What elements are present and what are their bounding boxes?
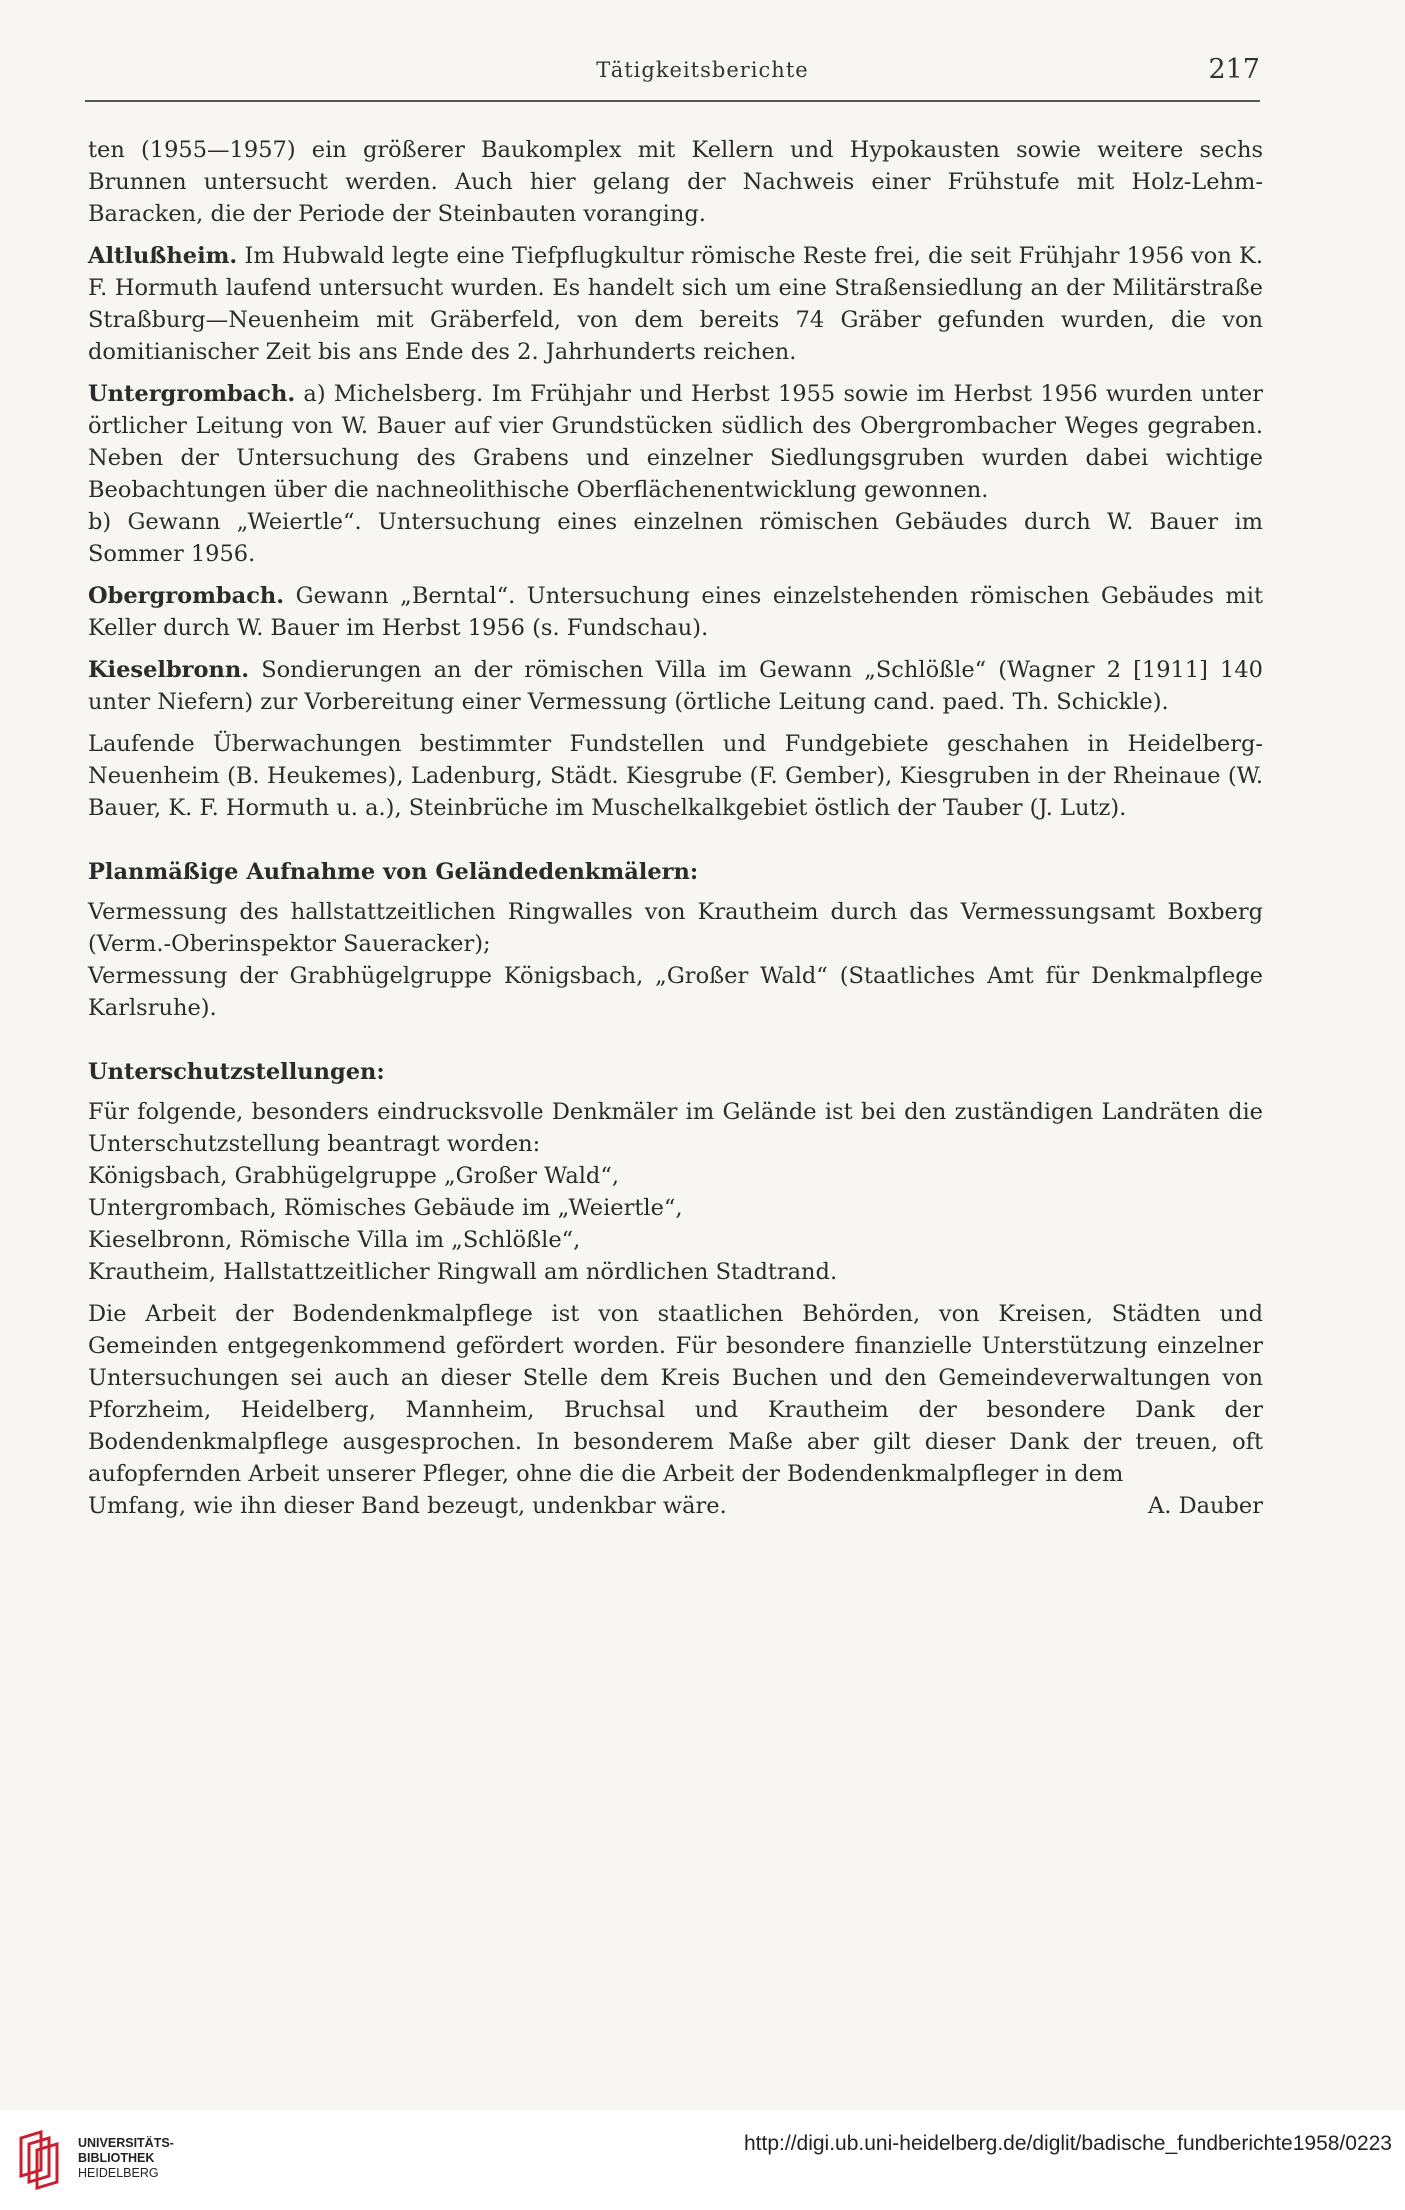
digitization-footer xyxy=(0,2110,1405,2210)
paragraph-untergrombach-b: b) Gewann „Weiertle“. Untersuchung eines einzelnen römischen Gebäudes durch W. Bauer im Sommer 1956. xyxy=(88,509,1263,567)
paragraph-text: Gewann „Berntal“. Untersuchung eines einzelstehenden römischen Gebäudes mit Keller durch W. Bauer im Herbst 1956 (s. Fundschau). xyxy=(88,583,1263,641)
closing-line xyxy=(88,1490,1263,1522)
paragraph-closing: Die Arbeit der Bodendenkmalpflege ist von staatlichen Behörden, von Kreisen, Städten und Gemeinden entgegenkommend gefördert worden. Für besondere finanzielle Unterstützung einzelner Untersuchungen sei auch an dieser Stelle dem Kreis Buchen und den Gemeindeverwaltungen von Pforzheim, Heidelberg, Mannheim, Bruchsal und Krautheim der besondere Dank der Bodendenkmalpflege ausgesprochen. In besonderem Maße aber gilt dieser Dank der treuen, oft aufopfernden Arbeit unserer Pfleger, ohne die die Arbeit der Bodendenkmalpfleger in dem xyxy=(88,1301,1263,1487)
running-title: Tätigkeitsberichte xyxy=(596,58,809,82)
author-signature: A. Dauber xyxy=(1148,1493,1263,1519)
paragraph-survey-1: Vermessung des hallstattzeitlichen Ringwalles von Krautheim durch das Vermessungsamt Boxberg (Verm.-Oberinspektor Saueracker); xyxy=(88,899,1263,957)
paragraph-text: a) Michelsberg. Im Frühjahr und Herbst 1955 sowie im Herbst 1956 wurden unter örtlicher Leitung von W. Bauer auf vier Grundstücken südlich des Obergrombacher Weges gegraben. Neben der Untersuchung des Grabens und einzelner Siedlungsgruben wurden dabei wichtige Beobachtungen über die nachneolithische Oberflächenentwicklung gewonnen. xyxy=(88,381,1263,503)
paragraph-intro: ten (1955—1957) ein größerer Baukomplex mit Kellern und Hypokausten sowie weitere sechs Brunnen untersucht werden. Auch hier gelang der Nachweis einer Frühstufe mit Holz-Lehm-Baracken, die der Periode der Steinbauten voranging. xyxy=(88,137,1263,227)
page-number: 217 xyxy=(1208,54,1260,85)
closing-text: Umfang, wie ihn dieser Band bezeugt, undenkbar wäre. xyxy=(88,1493,727,1519)
permalink-url[interactable]: http://digi.ub.uni-heidelberg.de/diglit/badische_fundberichte1958/0223 xyxy=(744,2132,1392,2155)
paragraph-obergrombach xyxy=(88,580,1263,644)
library-line-1: UNIVERSITÄTS- xyxy=(78,2136,174,2150)
paragraph-text: Im Hubwald legte eine Tiefpflugkultur römische Reste frei, die seit Frühjahr 1956 von K. F. Hormuth laufend untersucht wurden. Es handelt sich um eine Straßensiedlung an der Militärstraße Straßburg—Neuenheim mit Gräberfeld, von dem bereits 74 Gräber gefunden wurden, die von domitianischer Zeit bis ans Ende des 2. Jahrhunderts reichen. xyxy=(88,243,1263,365)
section-heading-survey: Planmäßige Aufnahme von Geländedenkmälern: xyxy=(88,859,699,885)
paragraph-text: Sondierungen an der römischen Villa im Gewann „Schlößle“ (Wagner 2 [1911] 140 unter Niefern) zur Vorbereitung einer Vermessung (örtliche Leitung cand. paed. Th. Schickle). xyxy=(88,657,1263,715)
library-name xyxy=(78,2136,174,2181)
library-line-2: BIBLIOTHEK xyxy=(78,2151,155,2165)
paragraph-survey-2: Vermessung der Grabhügelgruppe Königsbach, „Großer Wald“ (Staatliches Amt für Denkmalpflege Karlsruhe). xyxy=(88,963,1263,1021)
page-body xyxy=(88,134,1263,1522)
library-line-3: HEIDELBERG xyxy=(78,2166,159,2180)
place-heading-untergrombach: Untergrombach. xyxy=(88,381,296,407)
place-heading-altlussheim: Altlußheim. xyxy=(88,243,238,269)
header-rule xyxy=(85,100,1260,102)
list-item: Königsbach, Grabhügelgruppe „Großer Wald“, xyxy=(88,1163,619,1189)
paragraph-kieselbronn xyxy=(88,654,1263,718)
section-heading-protection: Unterschutzstellungen: xyxy=(88,1059,385,1085)
list-item: Untergrombach, Römisches Gebäude im „Weiertle“, xyxy=(88,1195,683,1221)
list-item: Kieselbronn, Römische Villa im „Schlößle“, xyxy=(88,1227,581,1253)
paragraph-altlussheim xyxy=(88,240,1263,368)
list-item: Krautheim, Hallstattzeitlicher Ringwall am nördlichen Stadtrand. xyxy=(88,1259,838,1285)
place-heading-obergrombach: Obergrombach. xyxy=(88,583,285,609)
paragraph-surveillance: Laufende Überwachungen bestimmter Fundstellen und Fundgebiete geschahen in Heidelberg-Neuenheim (B. Heukemes), Ladenburg, Städt. Kiesgrube (F. Gember), Kiesgruben in der Rheinaue (W. Bauer, K. F. Hormuth u. a.), Steinbrüche im Muschelkalkgebiet östlich der Tauber (J. Lutz). xyxy=(88,731,1263,821)
place-heading-kieselbronn: Kieselbronn. xyxy=(88,657,250,683)
ub-heidelberg-logo-icon xyxy=(15,2130,65,2192)
paragraph-protection-intro: Für folgende, besonders eindrucksvolle Denkmäler im Gelände ist bei den zuständigen Landräten die Unterschutzstellung beantragt worden: xyxy=(88,1099,1263,1157)
paragraph-untergrombach xyxy=(88,378,1263,506)
